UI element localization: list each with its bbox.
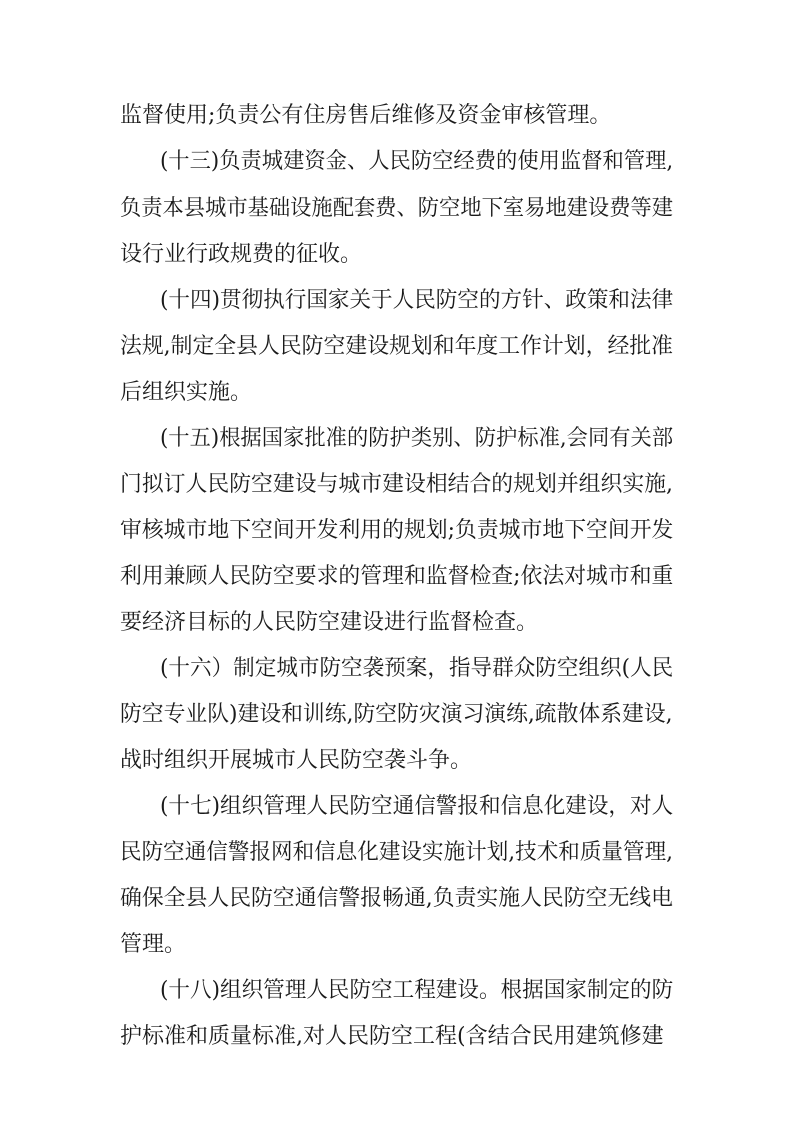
text-line: 管理。 — [120, 932, 187, 957]
text-line: 防空专业队)建设和训练,防空防灾演习演练,疏散体系建设, — [120, 702, 673, 727]
text-line: 后组织实施。 — [120, 380, 253, 405]
text-line: 监督使用;负责公有住房售后维修及资金审核管理。 — [120, 103, 612, 128]
text-line: (十三)负责城建资金、人民防空经费的使用监督和管理, — [160, 149, 674, 174]
text-line: 利用兼顾人民防空要求的管理和监督检查;依法对城市和重 — [120, 564, 674, 589]
text-line: (十六）制定城市防空袭预案，指导群众防空组织(人民 — [160, 656, 674, 681]
text-line: (十五)根据国家批准的防护类别、防护标准,会同有关部 — [160, 426, 674, 451]
text-line: 门拟订人民防空建设与城市建设相结合的规划并组织实施, — [120, 472, 673, 497]
text-line: 战时组织开展城市人民防空袭斗争。 — [120, 748, 473, 773]
text-line: 负责本县城市基础设施配套费、防空地下室易地建设费等建 — [120, 196, 674, 221]
text-line: 法规,制定全县人民防空建设规划和年度工作计划，经批准 — [120, 334, 673, 359]
text-line: (十七)组织管理人民防空通信警报和信息化建设，对人 — [160, 794, 674, 819]
text-line: (十八)组织管理人民防空工程建设。根据国家制定的防 — [160, 978, 674, 1003]
text-line: 审核城市地下空间开发利用的规划;负责城市地下空间开发 — [120, 518, 674, 543]
text-line: 设行业行政规费的征收。 — [120, 242, 363, 267]
text-line: 民防空通信警报网和信息化建设实施计划,技术和质量管理, — [120, 840, 674, 865]
text-line: 要经济目标的人民防空建设进行监督检查。 — [120, 610, 539, 635]
text-line: 护标准和质量标准,对人民防空工程(含结合民用建筑修建 — [120, 1024, 664, 1049]
text-line: 确保全县人民防空通信警报畅通,负责实施人民防空无线电 — [120, 886, 673, 911]
text-line: (十四)贯彻执行国家关于人民防空的方针、政策和法律 — [160, 288, 674, 313]
